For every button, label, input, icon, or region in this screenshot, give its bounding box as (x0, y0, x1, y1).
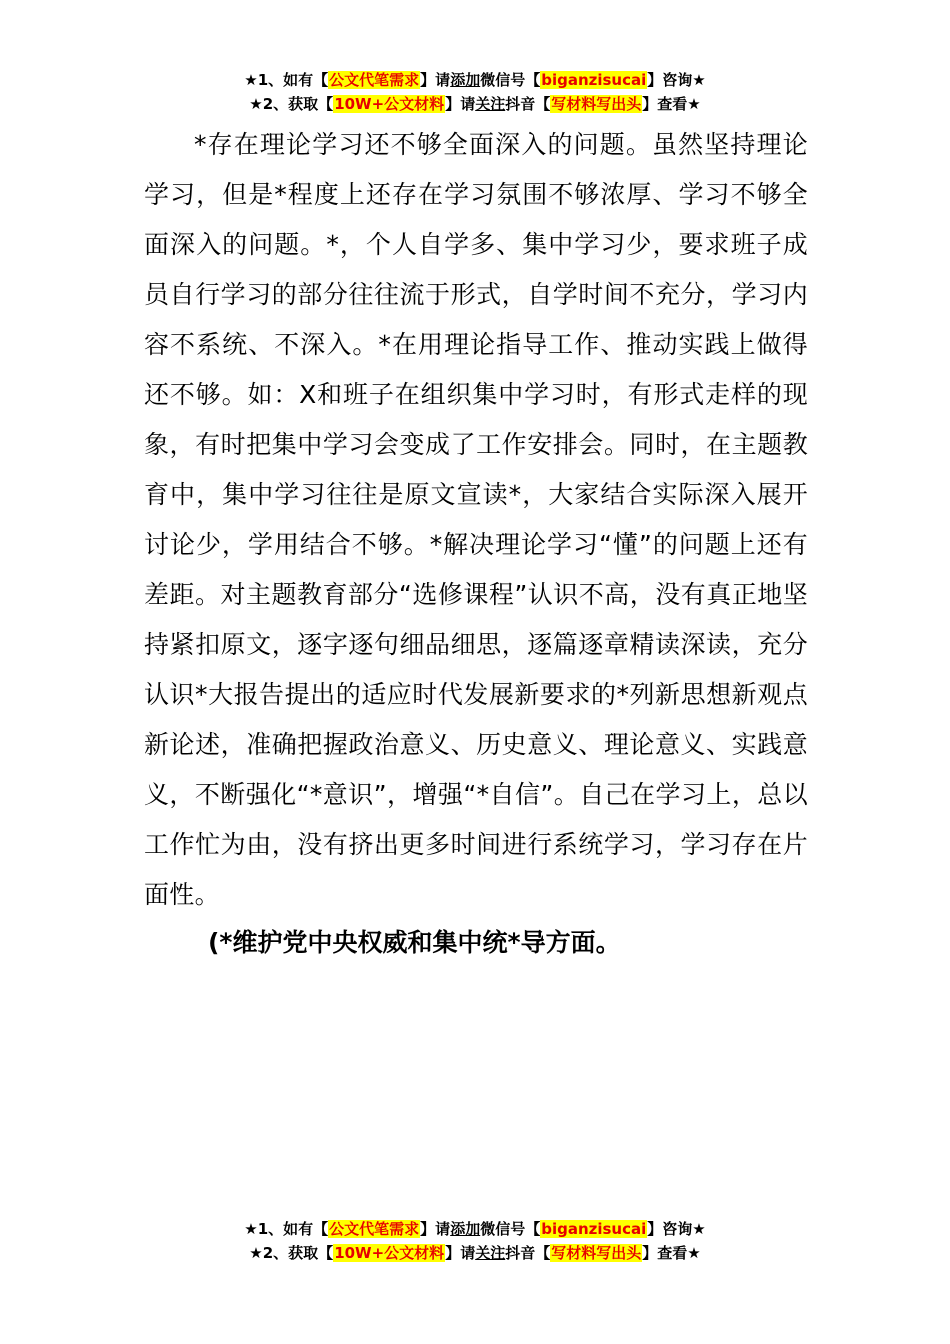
promo-text: 】查看★ (642, 95, 701, 113)
promo-highlight: 公文代笔需求 (329, 71, 420, 89)
promo-highlight: 写材料写出头 (551, 1244, 642, 1262)
promo-text: 】咨询★ (647, 1220, 706, 1238)
promo-highlight: 10W+公文材料 (334, 1244, 445, 1262)
promo-highlight: biganzisucai (541, 71, 647, 89)
promo-text: 】请 (445, 1244, 476, 1262)
promo-text: 】请 (420, 71, 451, 89)
promo-text: ★2、获取【 (249, 95, 334, 113)
promo-text: 】请 (420, 1220, 451, 1238)
promo-line-2 (0, 92, 950, 116)
promo-line-1 (0, 68, 950, 92)
promo-text: 】咨询★ (647, 71, 706, 89)
promo-underlined: 关注 (475, 1244, 506, 1262)
promo-underlined: 添加 (450, 71, 481, 89)
promo-text: 】查看★ (642, 1244, 701, 1262)
promo-text: 抖音【 (505, 95, 551, 113)
promo-highlight: 10W+公文材料 (334, 95, 445, 113)
promo-highlight: biganzisucai (541, 1220, 647, 1238)
promo-text: ★1、如有【 (244, 71, 329, 89)
document-body (144, 120, 808, 920)
promo-text: ★2、获取【 (249, 1244, 334, 1262)
promo-text: 微信号【 (480, 1220, 541, 1238)
promo-underlined: 添加 (450, 1220, 481, 1238)
header-promo-banner (0, 68, 950, 116)
promo-text: 】请 (445, 95, 476, 113)
promo-line-1 (0, 1217, 950, 1241)
body-paragraph: *存在理论学习还不够全面深入的问题。虽然坚持理论学习，但是*程度上还存在学习氛围不够浓厚、学习不够全面深入的问题。*，个人自学多、集中学习少，要求班子成员自行学习的部分往往流于形式，自学时间不充分，学习内容不系统、不深入。*在用理论指导工作、推动实践上做得还不够。如：X和班子在组织集中学习时，有形式走样的现象，有时把集中学习会变成了工作安排会。同时，在主题教育中，集中学习往往是原文宣读*，大家结合实际深入展开讨论少，学用结合不够。*解决理论学习“懂”的问题上还有差距。对主题教育部分“选修课程”认识不高，没有真正地坚持紧扣原文，逐字逐句细品细思，逐篇逐章精读深读，充分认识*大报告提出的适应时代发展新要求的*列新思想新观点新论述，准确把握政治意义、历史意义、理论意义、实践意义，不断强化“*意识”，增强“*自信”。自己在学习上，总以工作忙为由，没有挤出更多时间进行系统学习，学习存在片面性。 (144, 130, 808, 909)
promo-text: 抖音【 (505, 1244, 551, 1262)
promo-underlined: 关注 (475, 95, 506, 113)
promo-text: ★1、如有【 (244, 1220, 329, 1238)
footer-promo-banner (0, 1217, 950, 1265)
section-heading: (*维护党中央权威和集中统*导方面。 (208, 928, 621, 957)
promo-highlight: 写材料写出头 (551, 95, 642, 113)
promo-highlight: 公文代笔需求 (329, 1220, 420, 1238)
promo-line-2 (0, 1241, 950, 1265)
promo-text: 微信号【 (480, 71, 541, 89)
